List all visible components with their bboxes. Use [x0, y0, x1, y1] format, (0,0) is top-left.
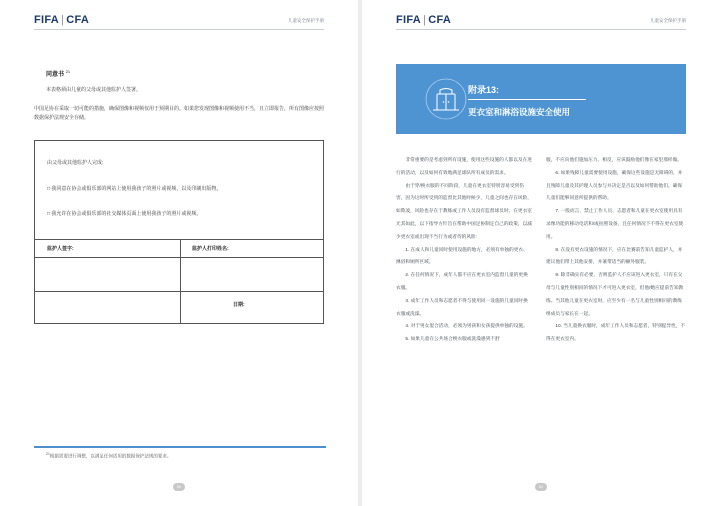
appendix-banner-subtitle: 更衣室和淋浴设施安全使用	[468, 107, 571, 117]
logo-cfa-text: CFA	[428, 14, 452, 26]
form-heading: 由父母或其他监护人完成:	[47, 160, 104, 166]
consent-options-cell	[35, 141, 323, 240]
appendix-title-text: 同意书	[46, 72, 65, 78]
paragraph: 由于穿/换衣服的不同阶段，儿童在更衣室特别容易受到伤害，因为这时所受到的监督比其他时候少，儿童之间也存在风险，如欺凌，风险也存在于教练或工作人员没有监督球员时。在更衣室尤其如此，以下指导方针旨在帮助中国足协制定自己的政策，以减少更衣室或出现不当行为或者待的风险:	[396, 182, 532, 239]
list-item: 10. 当儿童换衣服时，成年工作人员和志愿者，特别提异性，不得在更衣室内。	[546, 323, 686, 342]
list-item: 8. 在没有更衣设施的情况下，应在比赛前告知儿童监护人，并建议他们带上其他安排，并兼带适当的额外服装。	[546, 246, 683, 265]
signature-label-row	[35, 239, 323, 258]
appendix-title	[46, 69, 70, 78]
consent-form-table	[34, 140, 324, 324]
body-column-left	[396, 154, 532, 346]
body-column-right	[546, 154, 686, 346]
running-header: 儿童安全保护手册	[650, 18, 686, 23]
date-cell[interactable]	[180, 291, 323, 323]
footnote	[46, 452, 171, 460]
consent-option-social-media[interactable]: □ 我允许在协会或俱乐部的社交媒体页面上使用我孩子的照片或视频。	[47, 211, 202, 217]
banner-divider	[468, 99, 586, 100]
appendix-banner-title: 附录13:	[468, 85, 500, 95]
list-item: 1. 在成人和儿童同时使用设施的地方，必须有单独的更衣、淋浴和厕所区域。	[396, 246, 528, 265]
intro-paragraph: 中国足协在采取一切可能的措施，确保图像和视频仅用于预期目的。如果您发现图像和视频使用不当，且立即报告，所有图像应按照数据保护法规安全存储。	[34, 106, 325, 121]
form-column-divider	[180, 239, 181, 291]
page-number: 51	[535, 483, 547, 491]
list-item: 4. 对于男女混合活动，必须为男孩和女孩提供单独的设施。	[405, 323, 528, 329]
guardian-print-name-label: 监护人打印姓名:	[192, 246, 229, 252]
guardian-signature-label: 监护人签字:	[47, 246, 74, 252]
right-page	[362, 0, 720, 506]
fifa-cfa-logo	[396, 14, 451, 26]
paragraph: 非常重要的是考虑到所有设施，使用这些设施的人都以及在进行的活动，以及如何有效地满足球队所有成员的需求。	[396, 157, 532, 175]
list-item: 5. 如果儿童在公共场合换衣服或洗澡感到不舒	[405, 336, 500, 342]
logo-fifa-text: FIFA	[34, 14, 60, 26]
consent-option-website[interactable]: □ 我同意在协会或俱乐部的网站上使用我孩子的照片或视频，以及印刷出版物。	[47, 186, 222, 192]
list-item-continued: 服，不应向他们施加压力。相反，应该鼓励他们像在家里那样做。	[546, 157, 682, 162]
logo-separator: |	[61, 14, 65, 26]
list-item: 3. 成年工作人员和志愿者不得与使用同一设施的儿童同时换衣服或洗澡。	[396, 297, 528, 316]
footnote-marker: 21	[65, 69, 71, 74]
logo-fifa-text: FIFA	[396, 14, 422, 26]
logo-separator: |	[423, 14, 427, 26]
fifa-cfa-logo	[34, 14, 89, 26]
list-item: 6. 如果残障儿童需要使用设施，确保这些设施是无障碍的，并且残障儿童及其护理人员参与并决定是否以及如何帮助他们。确保儿童们能够同意所提供的帮助。	[546, 169, 683, 201]
list-item: 9. 除非确实有必要，否则监护人不应该进入更衣室，只有在父母与儿童性别相同的情况下才可进入更衣室，但他/她应提前告知教练。当其他儿童在更衣室时，应至少有一名与儿童性别相同的教练组成员与家长在一起。	[546, 272, 684, 316]
left-page	[0, 0, 358, 506]
footnote-divider	[34, 446, 326, 448]
page-number: 50	[173, 483, 185, 491]
date-label: 日期:	[233, 302, 245, 308]
changing-room-icon	[424, 77, 468, 121]
signature-entry-row[interactable]	[35, 257, 323, 292]
header-divider	[396, 29, 686, 30]
footnote-text: 根据需要进行调整，以满足任何适用的数据保护法规的要求。	[49, 453, 172, 459]
list-item: 7. 一般而言，禁止工作人员、志愿者和儿童在更衣室使用具有录像功能的移动电话和/或拍照设备，且任何情况下不得在更衣室使用。	[546, 208, 684, 239]
appendix-banner	[396, 64, 686, 134]
footnote-number: 21	[46, 452, 50, 456]
running-header: 儿童安全保护手册	[288, 18, 324, 23]
logo-cfa-text: CFA	[66, 14, 90, 26]
list-item: 2. 在任何情况下，成年人都不应在更衣室内监督儿童的更换衣服。	[396, 272, 528, 290]
appendix-subtitle: 本表格须由儿童的父母或其他监护人签署。	[46, 87, 142, 93]
header-divider	[34, 29, 324, 30]
